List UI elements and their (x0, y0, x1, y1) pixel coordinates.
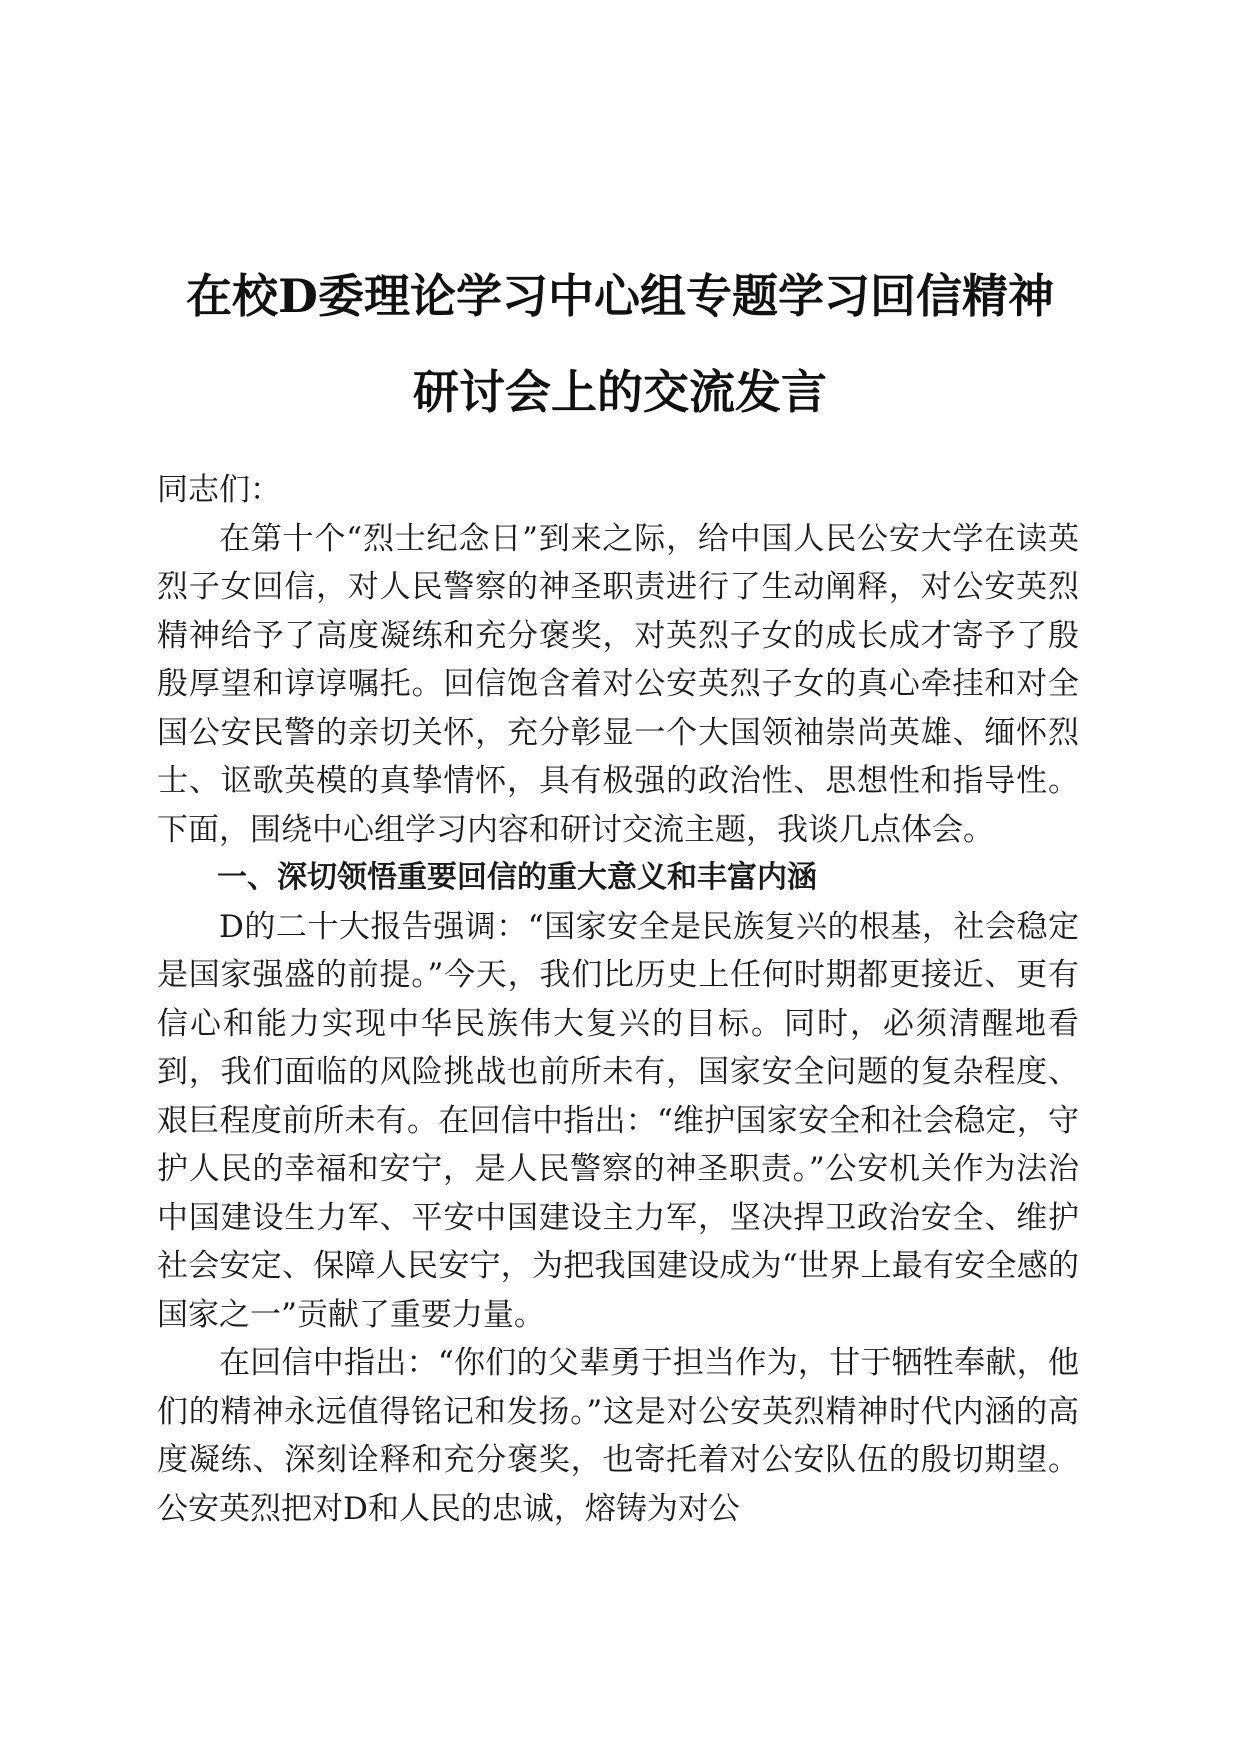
title-line-2: 研讨会上的交流发言 (413, 365, 827, 419)
paragraph-3: 在回信中指出：“你们的父辈勇于担当作为，甘于牺牲奉献，他们的精神永远值得铭记和发扬。”这是对公安英烈精神时代内涵的高度凝练、深刻诠释和充分褒奖，也寄托着对公安队伍的殷切期望。公安英烈把对D和人民的忠诚，熔铸为对公 (157, 1345, 1079, 1527)
salutation: 同志们： (157, 472, 281, 508)
title-line-1: 在校D委理论学习中心组专题学习回信精神 (186, 269, 1054, 323)
paragraph-2: D的二十大报告强调：“国家安全是民族复兴的根基，社会稳定是国家强盛的前提。”今天，我们比历史上任何时期都更接近、更有信心和能力实现中华民族伟大复兴的目标。同时，必须清醒地看到，我们面临的风险挑战也前所未有，国家安全问题的复杂程度、艰巨程度前所未有。在回信中指出：“维护国家安全和社会稳定，守护人民的幸福和安宁，是人民警察的神圣职责。”公安机关作为法治中国建设生力军、平安中国建设主力军，坚决捍卫政治安全、维护社会安定、保障人民安宁，为把我国建设成为“世界上最有安全感的国家之一”贡献了重要力量。 (157, 908, 1079, 1333)
section-heading-1: 一、深切领悟重要回信的重大意义和丰富内涵 (217, 860, 817, 895)
document-title (0, 248, 1240, 440)
paragraph-intro: 在第十个“烈士纪念日”到来之际，给中国人民公安大学在读英烈子女回信，对人民警察的神圣职责进行了生动阐释，对公安英烈精神给予了高度凝练和充分褒奖，对英烈子女的成长成才寄予了殷殷厚望和谆谆嘱托。回信饱含着对公安英烈子女的真心牵挂和对全国公安民警的亲切关怀，充分彰显一个大国领袖崇尚英雄、缅怀烈士、讴歌英模的真挚情怀，具有极强的政治性、思想性和指导性。下面，围绕中心组学习内容和研讨交流主题，我谈几点体会。 (157, 520, 1079, 848)
document-body (157, 466, 1079, 1533)
